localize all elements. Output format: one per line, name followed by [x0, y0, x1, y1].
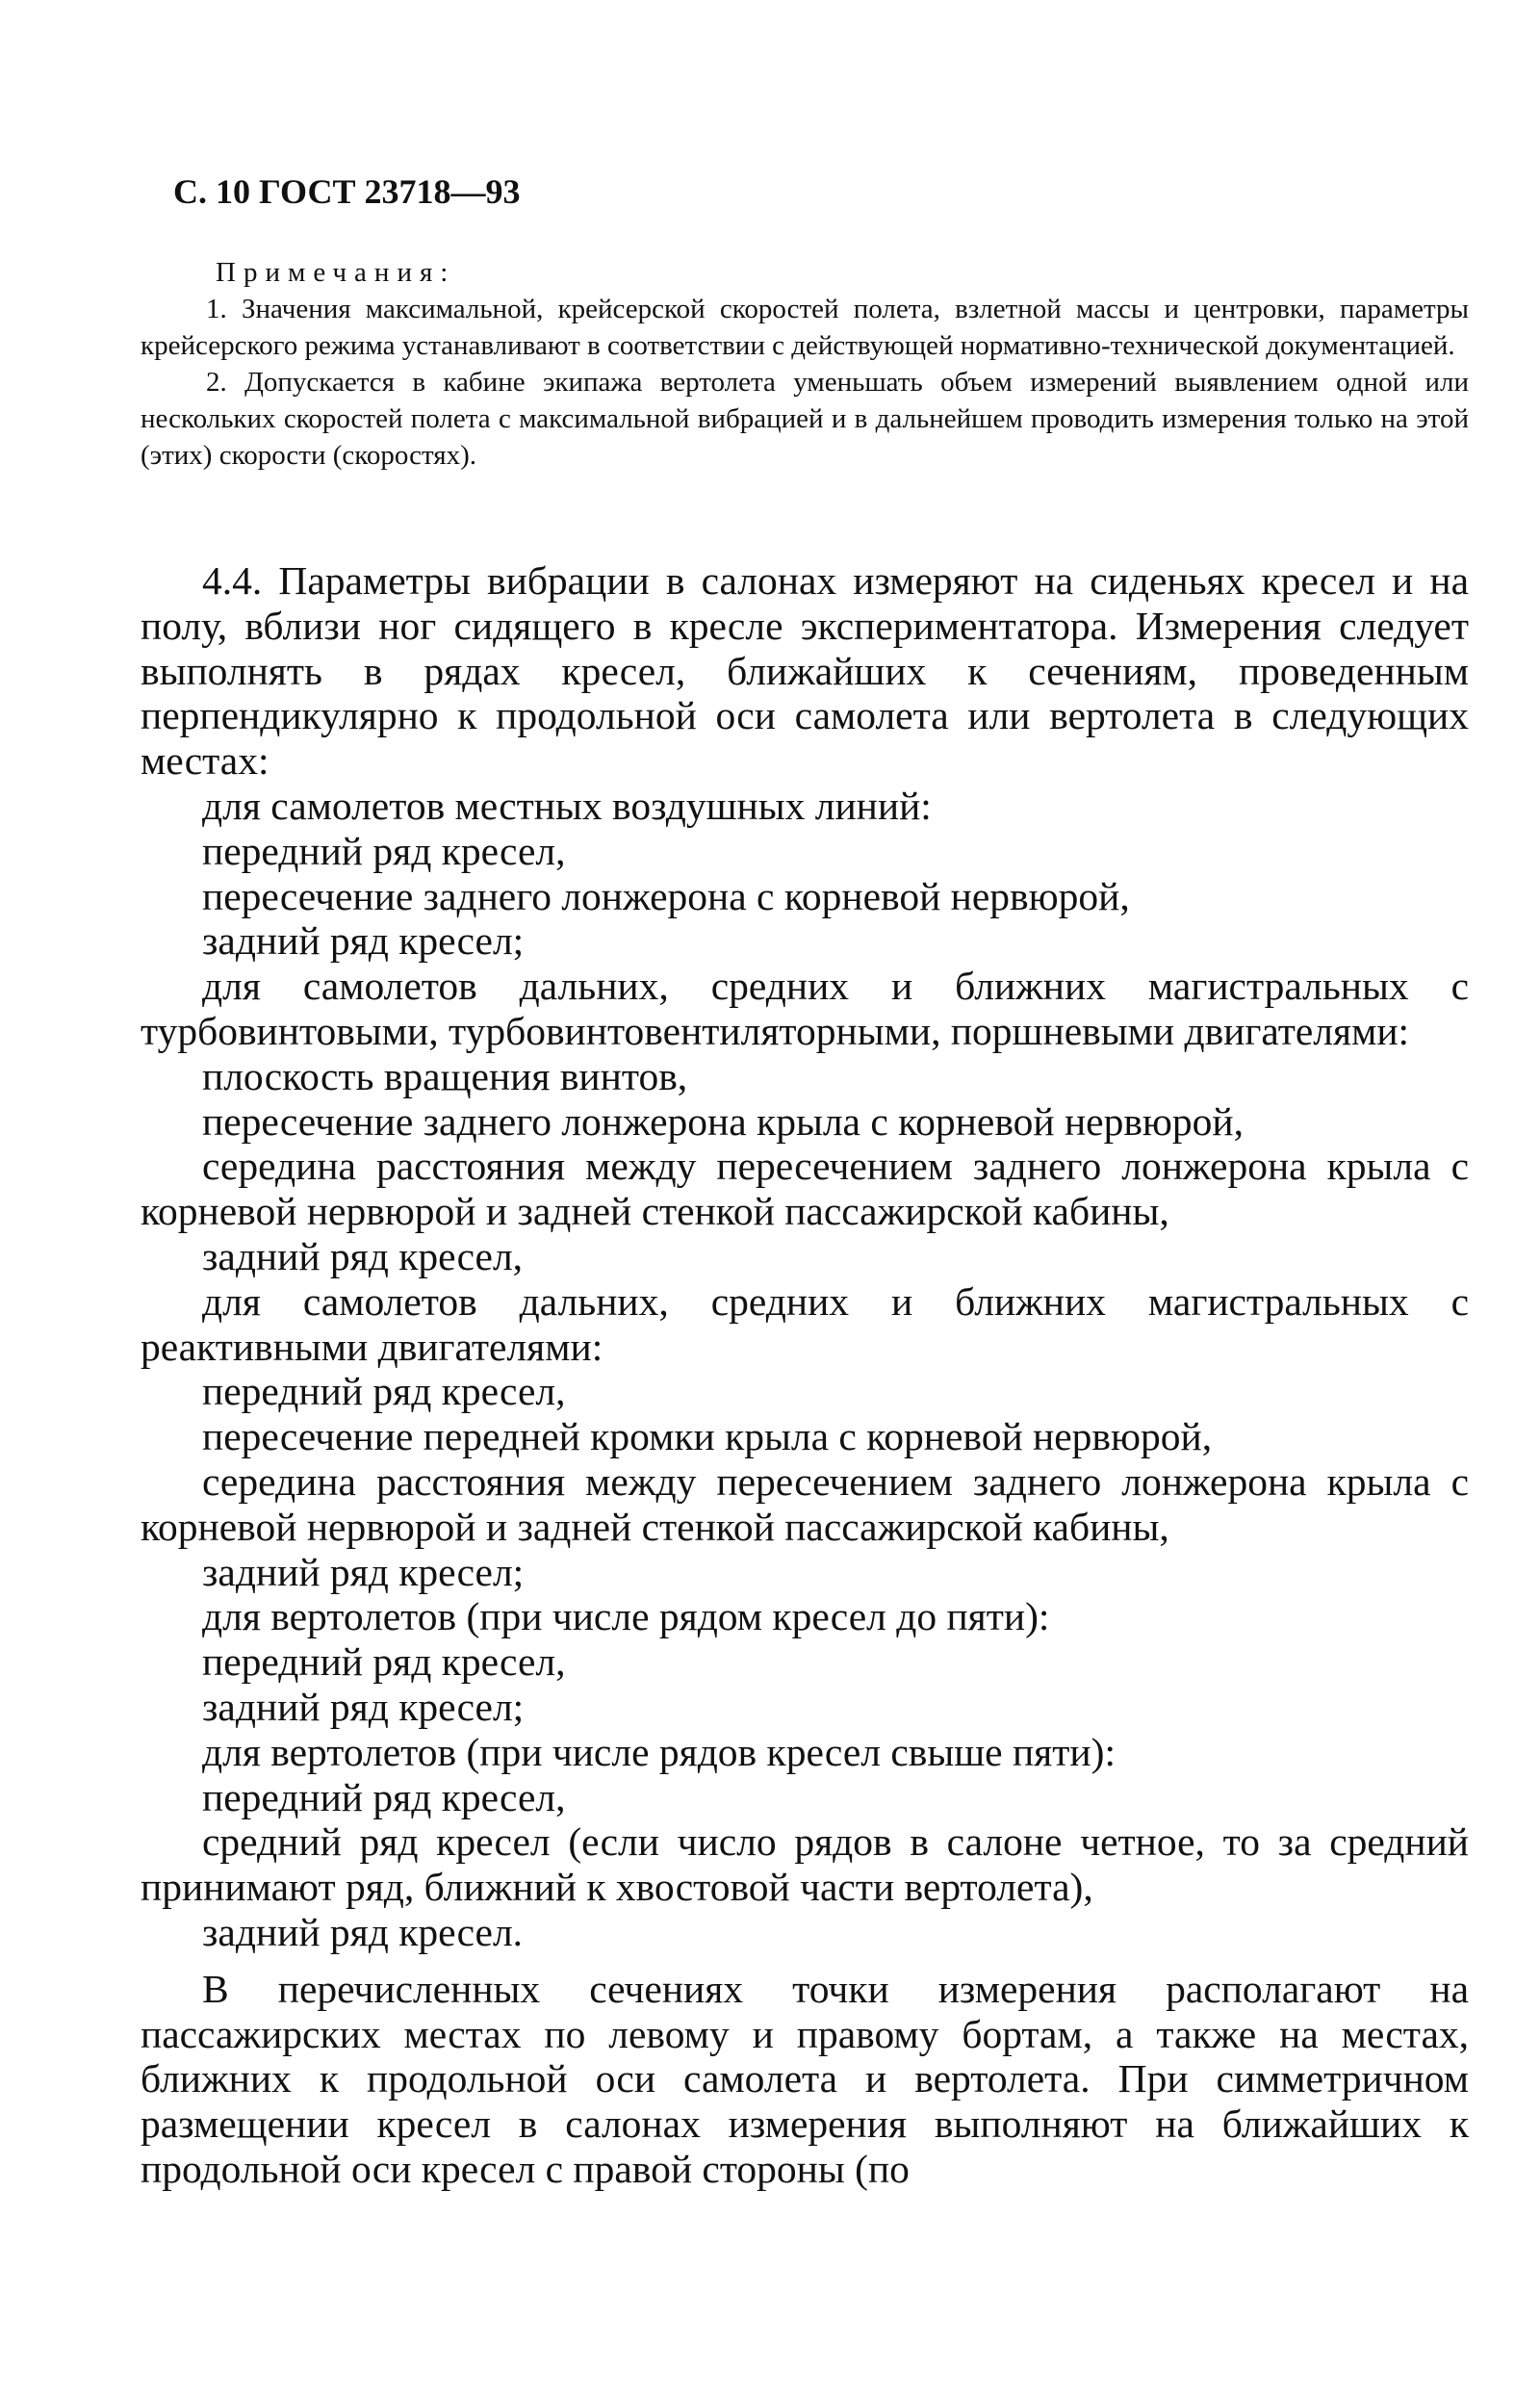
list-item: задний ряд кресел; — [202, 1684, 525, 1729]
closing-paragraph: В перечисленных сечениях точки измерения располагают на пассажирских местах по левому и правому бортам, а также на местах, ближних к продольной оси самолета и вертолета. При симметричном размещении кресел в салонах измерения выполняют на ближайших к продольной оси кресел с правой стороны (по — [141, 1966, 1469, 2191]
list-item: передний ряд кресел, — [202, 1369, 566, 1414]
list-item: средний ряд кресел (если число рядов в салоне четное, то за средний принимают ряд, ближний к хвостовой части вертолета), — [141, 1819, 1469, 1910]
page-header: С. 10 ГОСТ 23718—93 — [173, 172, 521, 211]
intro-paragraph: 4.4. Параметры вибрации в салонах измеряют на сиденьях кресел и на полу, вблизи ног сидящего в кресле экспериментатора. Измерения следует выполнять в рядах кресел, ближайших к сечениям, проведенным перпендикулярно к продольной оси самолета или вертолета в следующих местах: — [141, 558, 1469, 784]
list-item: пересечение заднего лонжерона с корневой нервюрой, — [202, 873, 1130, 918]
list-item: задний ряд кресел. — [202, 1909, 524, 1954]
list-item: передний ряд кресел, — [202, 828, 566, 873]
list-item: для самолетов дальних, средних и ближних магистральных с реактивными двигателями: — [141, 1278, 1469, 1369]
notes-title: Примечания: — [216, 257, 456, 288]
section-4-4 — [141, 558, 1469, 2192]
note-item: 1. Значения максимальной, крейсерской скоростей полета, взлетной массы и центровки, параметры крейсерского режима устанавливают в соответствии с действующей нормативно-технической документацией. — [141, 294, 1469, 361]
list-item: пересечение передней кромки крыла с корневой нервюрой, — [202, 1414, 1213, 1459]
list-item: задний ряд кресел; — [202, 918, 525, 964]
list-item: пересечение заднего лонжерона крыла с корневой нервюрой, — [202, 1098, 1245, 1144]
list-item: плоскость вращения винтов, — [202, 1053, 688, 1098]
list-item: для самолетов местных воздушных линий: — [202, 783, 932, 828]
notes-block — [141, 254, 1469, 474]
list-item: для вертолетов (при числе рядов кресел свыше пяти): — [202, 1729, 1116, 1774]
list-item: задний ряд кресел; — [202, 1549, 525, 1594]
list-item: для вертолетов (при числе рядом кресел до пяти): — [202, 1594, 1050, 1639]
list-item: задний ряд кресел, — [202, 1233, 524, 1278]
list-item: передний ряд кресел, — [202, 1774, 566, 1819]
note-item: 2. Допускается в кабине экипажа вертолета уменьшать объем измерений выявлением одной или нескольких скоростей полета с максимальной вибрацией и в дальнейшем проводить измерения только на этой (этих) скорости (скоростях). — [141, 367, 1469, 471]
list-item: для самолетов дальних, средних и ближних магистральных с турбовинтовыми, турбовинтовентиляторными, поршневыми двигателями: — [141, 964, 1469, 1053]
list-item: середина расстояния между пересечением заднего лонжерона крыла с корневой нервюрой и задней стенкой пассажирской кабины, — [141, 1458, 1469, 1549]
list-item: передний ряд кресел, — [202, 1639, 566, 1685]
list-item: середина расстояния между пересечением заднего лонжерона крыла с корневой нервюрой и задней стенкой пассажирской кабины, — [141, 1144, 1469, 1234]
